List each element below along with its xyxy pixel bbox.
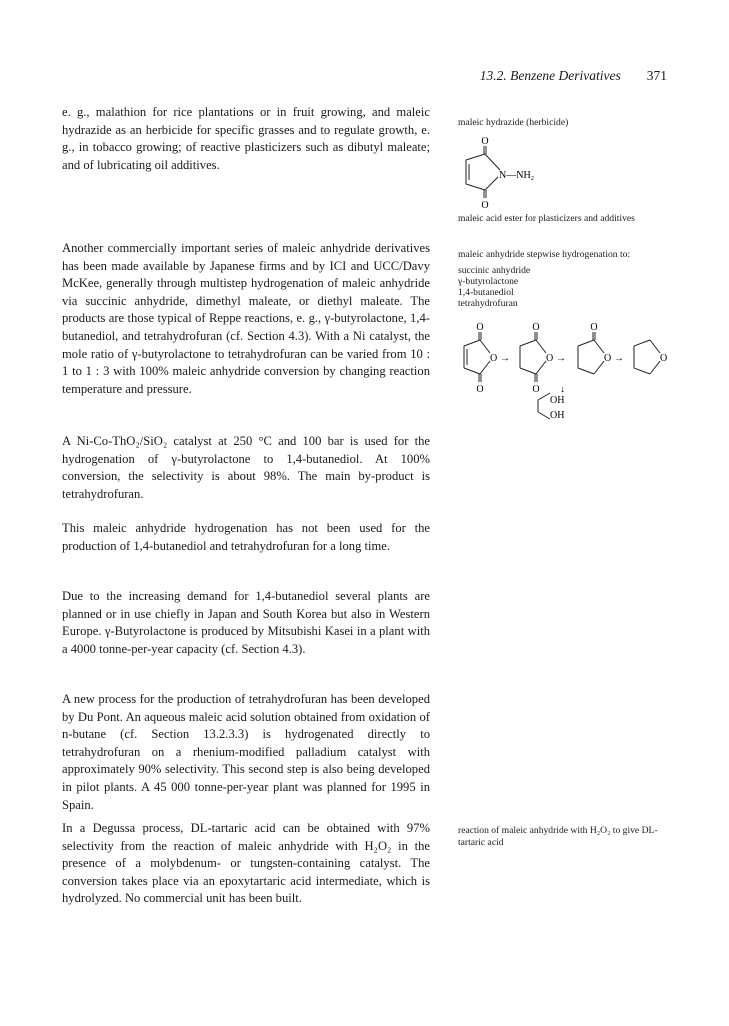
paragraph-5: Due to the increasing demand for 1,4-butanediol several plants are planned or in use chiefly in Japan and South Korea but also in Western Europe. γ-Butyrolactone is produced by Mitsubishi Kasei in a plant with a 4000 tonne-per-year capacity (cf. Section 4.3).: [62, 589, 430, 656]
product-butanediol: 1,4-butanediol: [458, 286, 514, 298]
hydrogenation-scheme: [450, 320, 670, 424]
paragraph-7: In a Degussa process, DL-tartaric acid can be obtained with 97% selectivity from the reaction of maleic anhydride with H₂O₂ in the presence of a molybdenum- or tungsten-containing catalyst. The conversion takes place via an epoxytartaric acid intermediate, which is hydrolyzed. No commercial unit has been built.: [62, 821, 430, 906]
oxygen-label: O: [481, 200, 489, 211]
hydrogenation-products-list: [458, 265, 670, 309]
oxygen-label: O: [660, 353, 668, 364]
oxygen-label: O: [532, 322, 540, 333]
maleic-hydrazide-structure: [452, 130, 562, 212]
paragraph-6: A new process for the production of tetrahydrofuran has been developed by Du Pont. An aqueous maleic acid solution obtained from oxidation of n-butane (cf. Section 13.2.3.3) is hydrogenated directly to tetrahydrofuran on a rhenium-modified palladium catalyst with approximately 90% selectivity. This second step is also being developed in pilot plants. A 45 000 tonne-per-year plant was planned for 1995 in Spain.: [62, 692, 430, 812]
hydroxyl-label: OH: [550, 395, 565, 406]
paragraph-4: This maleic anhydride hydrogenation has not been used for the production of 1,4-butanediol and tetrahydrofuran for a long time.: [62, 521, 430, 553]
sidenote-tartaric-acid: reaction of maleic anhydride with H₂O₂ to give DL-tartaric acid: [458, 825, 658, 848]
oxygen-label: O: [546, 353, 554, 364]
paragraph-3: A Ni-Co-ThO₂/SiO₂ catalyst at 250 °C and 100 bar is used for the hydrogenation of γ-butyrolactone to 1,4-butanediol. At 100% conversion, the selectivity is about 98%. The main by-product is tetrahydrofuran.: [62, 434, 430, 501]
reaction-arrow: →: [556, 353, 566, 364]
oxygen-label: O: [532, 384, 540, 395]
sidenote-maleic-acid-ester: maleic acid ester for plasticizers and additives: [458, 213, 635, 224]
oxygen-label: O: [590, 322, 598, 333]
running-header: [480, 68, 667, 84]
oxygen-label: O: [604, 353, 612, 364]
reaction-arrow: →: [614, 353, 624, 364]
n-nh2-label: N—NH₂: [499, 170, 535, 181]
oxygen-label: O: [490, 353, 498, 364]
page-number: 371: [646, 68, 667, 83]
sidenote-maleic-hydrazide: maleic hydrazide (herbicide): [458, 117, 569, 128]
product-butyrolactone: γ-butyrolactone: [458, 275, 519, 287]
hydroxyl-label: OH: [550, 410, 565, 421]
product-succinic-anhydride: succinic anhydride: [458, 264, 531, 276]
oxygen-label: O: [476, 322, 484, 333]
reaction-arrow-down: ↓: [560, 384, 565, 395]
oxygen-label: O: [476, 384, 484, 395]
paragraph-1: e. g., malathion for rice plantations or in fruit growing, and maleic hydrazide as an herbicide for specific grasses and to regulate growth, e. g., in tobacco growing; of reactive plasticizers such as dibutyl maleate; and of lubricating oil additives.: [62, 105, 430, 172]
product-tetrahydrofuran: tetrahydrofuran: [458, 297, 518, 309]
paragraph-2: Another commercially important series of maleic anhydride derivatives has been made available by Japanese firms and by ICI and UCC/Davy McKee, generally through multistep hydrogenation of maleic anhydride via succinic anhydride, dimethyl maleate, or diethyl maleate. The products are those typical of Reppe reactions, e. g., γ-butyrolactone, 1,4-butanediol, and tetrahydrofuran (cf. Section 4.3). With a Ni catalyst, the mole ratio of γ-butyrolactone to tetrahydrofuran can be varied from 10 : 1 to 1 : 3 with 100% maleic anhydride conversion by changing reaction temperature and pressure.: [62, 241, 430, 396]
oxygen-label: O: [481, 136, 489, 147]
sidenote-hydrogenation: [458, 249, 670, 309]
reaction-arrow: →: [500, 353, 510, 364]
section-title: 13.2. Benzene Derivatives: [479, 68, 621, 83]
hydrogenation-title: maleic anhydride stepwise hydrogenation to:: [458, 249, 631, 260]
